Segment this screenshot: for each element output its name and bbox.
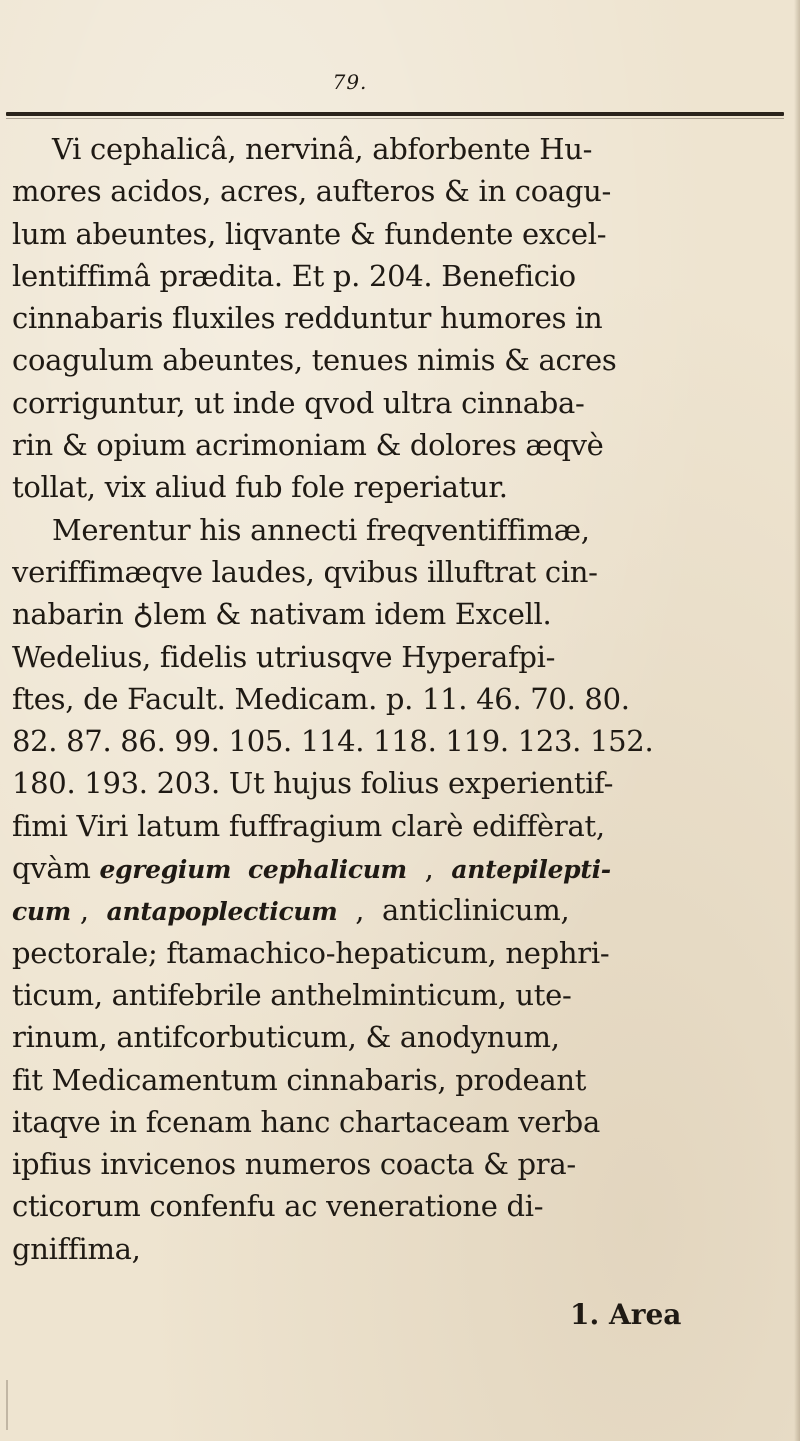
catchword: 1. Area	[570, 1298, 682, 1331]
text-line: ipfius invicenos numeros coacta & pra-	[12, 1147, 576, 1182]
text-segment: , anticlinicum,	[337, 893, 570, 928]
text-line: lum abeuntes, liqvante & fundente excel-	[12, 216, 607, 251]
text-segment: ,	[406, 851, 452, 886]
header-rule-thin	[6, 118, 784, 119]
page-edge-shadow	[794, 0, 800, 1441]
text-line: coagulum abeuntes, tenues nimis & acres	[12, 343, 617, 378]
text-line: itaqve in fcenam hanc chartaceam verba	[12, 1104, 600, 1139]
text-line: lentiffimâ prædita. Et p. 204. Beneficio	[12, 258, 576, 293]
text-line: Wedelius, fidelis utriusqve Hyperafpi-	[12, 639, 556, 674]
text-line: Vi cephalicâ, nervinâ, abforbente Hu-	[52, 132, 593, 166]
text-line: tollat, vix aliud fub fole reperiatur.	[12, 470, 508, 505]
text-line: cinnabaris fluxiles redduntur humores in	[12, 301, 603, 336]
text-line: corriguntur, ut inde qvod ultra cinnaba-	[12, 385, 585, 420]
body-text	[12, 128, 782, 1270]
italic-phrase: cum	[12, 897, 71, 927]
text-line: pectorale; ftamachico-hepaticum, nephri-	[12, 935, 610, 970]
text-line: nabarin ♁lem & nativam idem Excell.	[12, 597, 552, 632]
margin-mark	[6, 1380, 8, 1430]
header-rule	[6, 112, 784, 116]
text-segment: ,	[70, 893, 107, 928]
text-line: 180. 193. 203. Ut hujus folius experientif-	[12, 766, 614, 801]
text-line	[12, 847, 782, 889]
text-line: rinum, antifcorbuticum, & anodynum,	[12, 1020, 560, 1055]
text-line: ticum, antifebrile anthelminticum, ute-	[12, 977, 572, 1012]
text-segment: qvàm	[12, 851, 100, 886]
text-line: veriffimæqve laudes, qvibus illuftrat cin-	[12, 554, 598, 589]
text-line: rin & opium acrimoniam & dolores æqvè	[12, 428, 604, 463]
italic-phrase: antepilepti-	[451, 855, 611, 885]
text-line	[12, 889, 782, 931]
text-line: gniffima,	[12, 1231, 141, 1266]
text-line: 82. 87. 86. 99. 105. 114. 118. 119. 123. 152.	[12, 724, 654, 759]
text-line: fimi Viri latum fuffragium clarè ediffèrat,	[12, 808, 605, 843]
text-line: mores acidos, acres, aufteros & in coagu-	[12, 174, 611, 209]
italic-phrase: egregium cephalicum	[99, 855, 407, 885]
text-line: fit Medicamentum cinnabaris, prodeant	[12, 1062, 587, 1097]
text-line: Merentur his annecti freqventiffimæ,	[52, 512, 590, 547]
italic-phrase: antapoplecticum	[106, 897, 338, 927]
text-line: ftes, de Facult. Medicam. p. 11. 46. 70. 80.	[12, 681, 630, 716]
text-line: cticorum confenfu ac veneratione di-	[12, 1189, 544, 1224]
page-number: 79.	[332, 70, 368, 94]
